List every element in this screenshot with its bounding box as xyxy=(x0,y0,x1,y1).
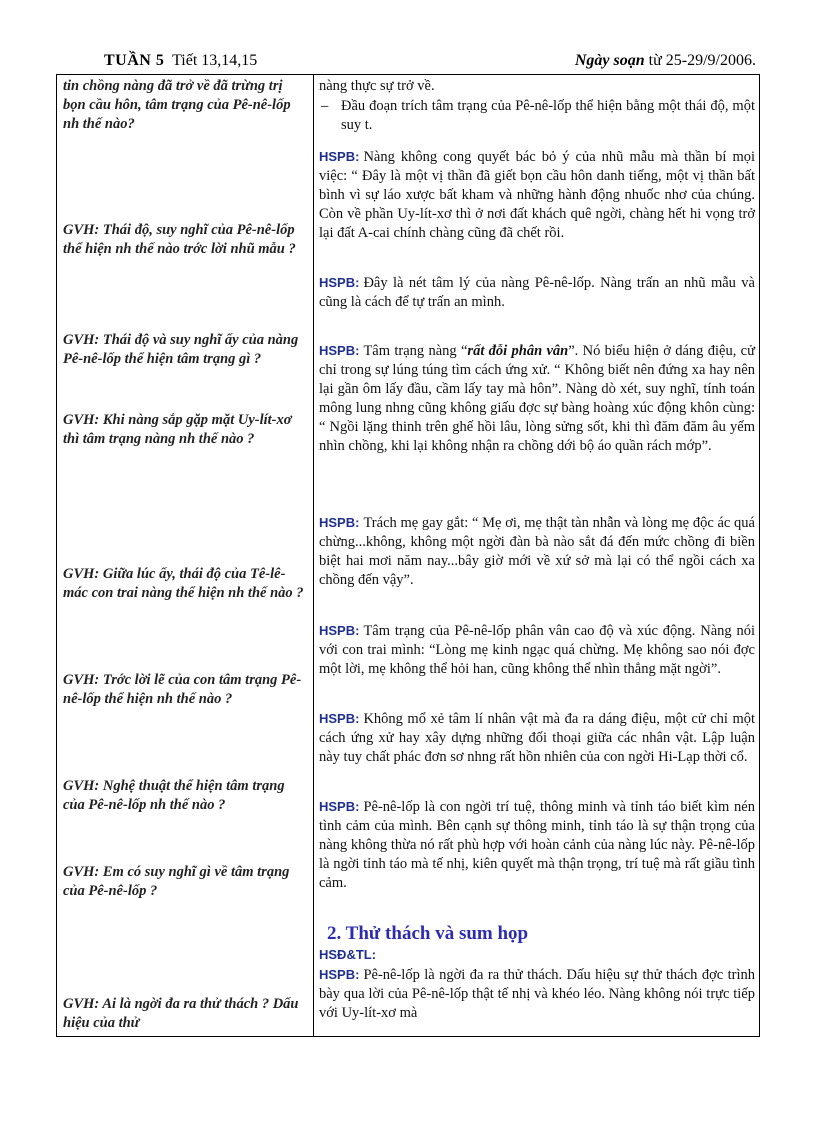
hspb-tag: HSPB: xyxy=(319,799,360,814)
date-value: từ 25-29/9/2006. xyxy=(648,52,756,69)
hsd-label: HSĐ&TL: xyxy=(319,947,377,962)
hspb-tag: HSPB: xyxy=(319,343,360,358)
hspb-tag: HSPB: xyxy=(319,623,360,638)
answer-paragraph-8: HSPB: Pê-nê-lốp là ngời đa ra thử thách. Dấu hiệu sự thử thách đợc trình bày qua lời của Pê-nê-lốp thật tế nhị và khéo léo. Nàng không nói trực tiếp với Uy-lít-xơ mà xyxy=(319,967,755,1021)
answer-paragraph-7: HSPB: Pê-nê-lốp là con ngời trí tuệ, thông minh và tỉnh táo biết kìm nén tình cảm của mình. Bên cạnh sự thông minh, tỉnh táo là sự thận trọng của nàng không thừa nó rất phù hợp với hoàn cảnh của nàng lúc này. Pê-nê-lốp là ngời tỉnh táo mà tế nhị, kiên quyết mà thận trọng, trí tuệ mà rất giầu tình cảm. xyxy=(319,799,755,891)
hspb-tag: HSPB: xyxy=(319,711,360,726)
page-header xyxy=(104,52,756,74)
question-telemachus: GVH: Giữa lúc ấy, thái độ của Tê-lê-mác con trai nàng thể hiện nh thế nào ? xyxy=(63,566,304,601)
question-mood: GVH: Thái độ và suy nghĩ ấy của nàng Pê-nê-lốp thể hiện tâm trạng gì ? xyxy=(63,332,299,367)
question-attitude: GVH: Thái độ, suy nghĩ của Pê-nê-lốp thể hiện nh thế nào trớc lời nhũ mẫu ? xyxy=(63,222,296,257)
question-technique: GVH: Nghệ thuật thể hiện tâm trạng của Pê-nê-lốp nh thế nào ? xyxy=(63,778,285,813)
date-info xyxy=(575,52,756,70)
lesson-table xyxy=(56,74,760,1037)
date-label: Ngày soạn xyxy=(574,52,645,69)
answer-paragraph-1: HSPB: Nàng không cong quyết bác bỏ ý của nhũ mẫu mà thần bí mọi việc: “ Đây là một vị thần đã giết bọn cầu hôn danh tiếng, một vị thần bất bình vì sự láo xược bất kham và những hành động nhuốc nhơ của chúng. Còn về phần Uy-lít-xơ thì ở nơi đất khách quê ngời, chàng hết hi vọng trở lại đất A-cai chính chàng cũng đã chết rồi. xyxy=(319,149,755,241)
bullet-dash: – xyxy=(321,98,329,114)
lessons-label: Tiết 13,14,15 xyxy=(172,52,258,69)
column-divider xyxy=(313,75,314,1036)
question-opinion: GVH: Em có suy nghĩ gì về tâm trạng của Pê-nê-lốp ? xyxy=(63,864,290,899)
quote-emphasis: rất đỗi phân vân xyxy=(467,343,569,359)
hspb-tag: HSPB: xyxy=(319,149,360,164)
question-meeting: GVH: Khi nàng sắp gặp mặt Uy-lít-xơ thì tâm trạng nàng nh thế nào ? xyxy=(63,412,292,447)
question-test: GVH: Ai là ngời đa ra thử thách ? Dấu hiệu của thử xyxy=(63,996,299,1031)
hspb-tag: HSPB: xyxy=(319,275,360,290)
question-reaction: GVH: Trớc lời lẽ của con tâm trạng Pê-nê-lốp thể hiện nh thế nào ? xyxy=(63,672,302,707)
answer-paragraph-5: HSPB: Tâm trạng của Pê-nê-lốp phân vân cao độ và xúc động. Nàng nói với con trai mình: “Lòng mẹ kinh ngạc quá chừng. Mẹ không sao nói đợc một lời, mẹ không thể hỏi han, cũng không thể nhìn thẳng mặt ngời”. xyxy=(319,623,755,677)
section-title: 2. Thử thách và sum họp xyxy=(327,923,529,944)
answer-line: nàng thực sự trở về. xyxy=(319,78,435,94)
week-label: TUẦN 5 xyxy=(104,52,165,69)
hspb-tag: HSPB: xyxy=(319,967,360,982)
hspb-tag: HSPB: xyxy=(319,515,360,530)
question-continued: tin chồng nàng đã trở về đã trừng trị bọn cầu hôn, tâm trạng của Pê-nê-lốp nh thế nào? xyxy=(63,78,291,132)
answer-paragraph-4: HSPB: Trách mẹ gay gắt: “ Mẹ ơi, mẹ thật tàn nhẫn và lòng mẹ độc ác quá chừng...không, không một ngời đàn bà nào sắt đá đến mức chồng đi biền biệt hai mơi năm nay...bây giờ mới về xứ sở mà lại có thể ngồi cách xa chồng đến vậy”. xyxy=(319,515,755,588)
answer-paragraph-6: HSPB: Không mổ xẻ tâm lí nhân vật mà đa ra dáng điệu, một cử chỉ một cách ứng xử hay xây dựng những đối thoại giữa các nhân vật. Lập luận này tuy chất phác đơn sơ nhng rất hồn nhiên của con ngời Hi-Lạp thời cổ. xyxy=(319,711,755,765)
answer-bullet: Đầu đoạn trích tâm trạng của Pê-nê-lốp thể hiện bằng một thái độ, một suy t. xyxy=(341,98,755,133)
answer-paragraph-3: HSPB: Tâm trạng nàng “rất đỗi phân vân”. Nó biểu hiện ở dáng điệu, cử chỉ trong sự lúng túng tìm cách ứng xử. “ Không biết nên đứng xa hay nên lại gần ôm lấy đầu, cầm lấy tay mà hôn”. Nàng dò xét, suy nghĩ, tính toán mông lung nhng cũng không giấu đợc sự bàng hoàng xúc động khôn cùng: “ Ngồi lặng thinh trên ghế hồi lâu, lòng sửng sốt, khi thì đăm đăm âu yếm nhìn chồng, khi lại không nhận ra chồng dới bộ áo quần rách mớp”. xyxy=(319,343,755,454)
week-lessons xyxy=(104,52,257,70)
answer-paragraph-2: HSPB: Đây là nét tâm lý của nàng Pê-nê-lốp. Nàng trấn an nhũ mẫu và cũng là cách để tự trấn an mình. xyxy=(319,275,755,310)
